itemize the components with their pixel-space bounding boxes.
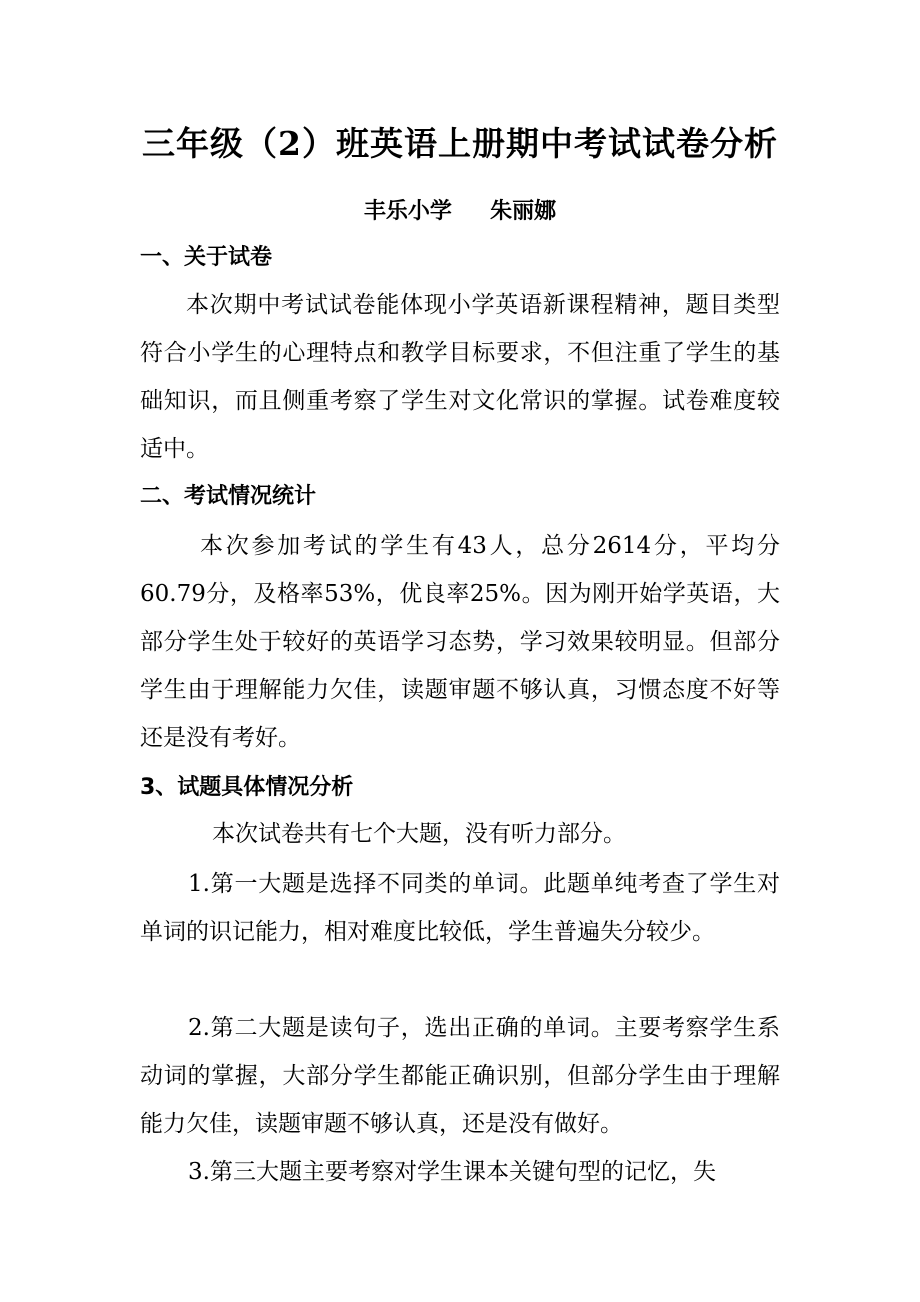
paragraph-about-paper: 本次期中考试试卷能体现小学英语新课程精神，题目类型符合小学生的心理特点和教学目标要求，不但注重了学生的基础知识，而且侧重考察了学生对文化常识的掌握。试卷难度较适中。 [140, 292, 780, 462]
paragraph-question-2: 2.第二大题是读句子，选出正确的单词。主要考察学生系动词的掌握，大部分学生都能正确识别，但部分学生由于理解能力欠佳，读题审题不够认真，还是没有做好。 [140, 1015, 780, 1137]
section-heading-analysis: 3、试题具体情况分析 [140, 775, 354, 800]
paragraph-statistics: 本次参加考试的学生有43人，总分2614分，平均分60.79分，及格率53%，优良率25%。因为刚开始学英语，大部分学生处于较好的英语学习态势，学习效果较明显。但部分学生由于理解能力欠佳，读题审题不够认真，习惯态度不好等还是没有考好。 [140, 533, 780, 751]
document-title: 三年级（2）班英语上册期中考试试卷分析 [142, 124, 778, 163]
paragraph-question-1: 1.第一大题是选择不同类的单词。此题单纯考查了学生对单词的识记能力，相对难度比较低，学生普遍失分较少。 [140, 871, 780, 945]
paragraph-question-3: 3.第三大题主要考察对学生课本关键句型的记忆，失 [188, 1159, 716, 1185]
section-heading-about-paper: 一、关于试卷 [140, 245, 273, 270]
section-heading-statistics: 二、考试情况统计 [140, 484, 317, 509]
paragraph-analysis-intro: 本次试卷共有七个大题，没有听力部分。 [212, 821, 626, 847]
author-byline: 丰乐小学 朱丽娜 [363, 198, 557, 224]
